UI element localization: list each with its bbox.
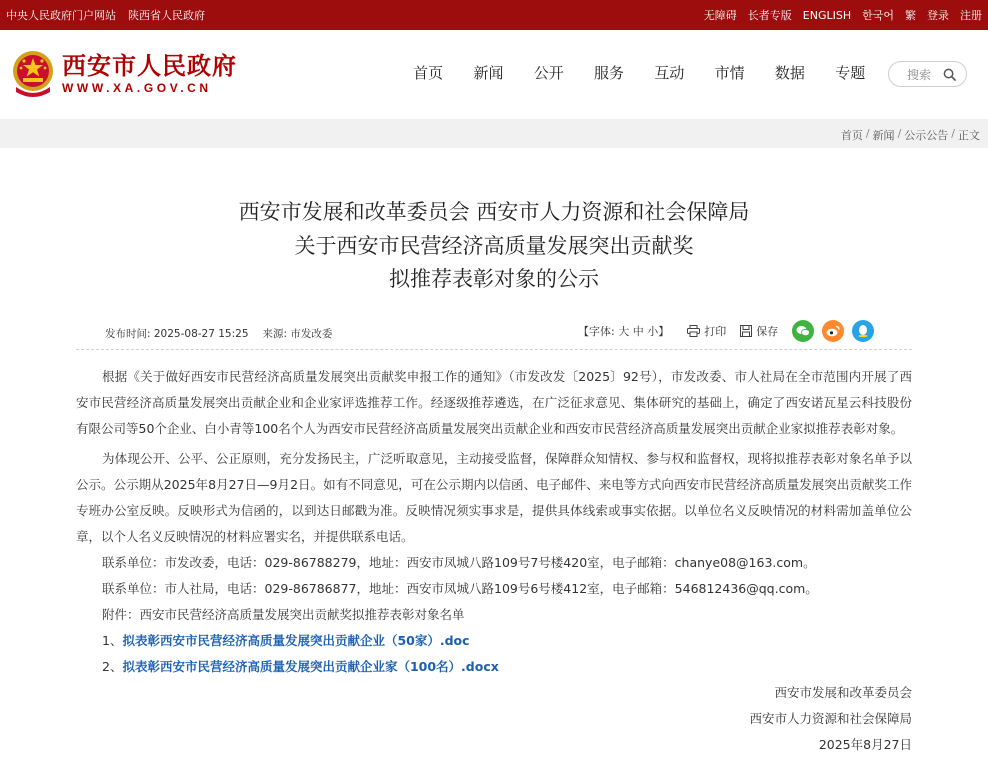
breadcrumb-current: 正文 [958,129,980,142]
search-placeholder: 搜索 [907,67,932,82]
title-line-1: 西安市发展和改革委员会 西安市人力资源和社会保障局 [238,200,750,224]
title-line-3: 拟推荐表彰对象的公示 [389,267,599,291]
national-emblem-icon [10,49,56,99]
paragraph-1: 根据《关于做好西安市民营经济高质量发展突出贡献奖申报工作的通知》（市发改发〔2025〕92号），市发改委、市人社局在全市范围内开展了西安市民营经济高质量发展突出贡献企业和企业家评选推荐工作。经逐级推荐遴选，在广泛征求意见、集体研究的基础上，确定了西安诺瓦星云科技股份有限公司等50个企业、白小青等100名个人为西安市民营经济高质量发展突出贡献企业和西安市民营经济高质量发展突出贡献企业家拟推荐表彰对象。 [76,369,912,436]
nav-services[interactable]: 服务 [594,64,625,82]
link-shaanxi-gov[interactable]: 陕西省人民政府 [128,9,205,22]
breadcrumb-home[interactable]: 首页 [840,129,863,142]
article-body [76,364,912,758]
nav-home[interactable]: 首页 [413,64,444,82]
nav-interaction[interactable]: 互动 [654,64,685,82]
font-size-switcher[interactable]: 【字体: 大 中 小】 [578,325,670,338]
signature-hrss: 西安市人力资源和社会保障局 [749,711,912,726]
wechat-share-icon[interactable] [792,320,814,342]
top-bar-right [704,0,982,30]
site-domain: WWW.XA.GOV.CN [62,81,212,95]
site-logo[interactable] [10,49,237,99]
link-english[interactable]: ENGLISH [802,8,852,22]
breadcrumb-separator: / [897,127,902,140]
link-elderly-version[interactable]: 长者专版 [747,9,792,22]
top-bar [0,0,988,30]
article-source: 来源: 市发改委 [262,328,333,340]
logo-text [62,52,237,96]
breadcrumb-separator: / [865,127,870,140]
article-title [80,196,908,297]
main-nav [398,62,880,84]
breadcrumb-news[interactable]: 新闻 [872,129,895,142]
breadcrumb [841,127,980,143]
nav-city-info[interactable]: 市情 [714,64,745,82]
link-login[interactable]: 登录 [927,9,949,22]
print-button[interactable] [687,323,726,339]
contact-1: 联系单位：市发改委，电话：029-86788279，地址：西安市凤城八路109号7号楼420室，电子邮箱：chanye08@163.com。 [102,555,816,570]
attachment-item [76,654,912,680]
link-central-gov[interactable]: 中央人民政府门户网站 [6,9,116,22]
attachment-number: 1、 [102,633,123,648]
nav-data[interactable]: 数据 [774,64,805,82]
breadcrumb-separator: / [951,127,955,140]
article-panel [0,148,988,782]
print-label: 打印 [704,325,727,338]
printer-icon [687,325,700,337]
signature-ndrc: 西安市发展和改革委员会 [774,685,912,700]
save-label: 保存 [756,325,779,338]
attachment-link-1[interactable]: 拟表彰西安市民营经济高质量发展突出贡献企业（50家）.doc [122,633,470,648]
site-header [0,30,988,119]
signature-block [76,680,912,758]
link-korean[interactable]: 한국어 [862,9,894,22]
search-icon[interactable] [943,68,956,81]
site-name: 西安市人民政府 [62,52,237,80]
link-accessibility[interactable]: 无障碍 [703,9,737,22]
weibo-share-icon[interactable] [822,320,844,342]
contact-2: 联系单位：市人社局，电话：029-86786877，地址：西安市凤城八路109号6号楼412室，电子邮箱：546812436@qq.com。 [102,581,818,596]
paragraph-2: 为体现公开、公平、公正原则，充分发扬民主，广泛听取意见，主动接受监督，保障群众知情权、参与权和监督权，现将拟推荐表彰对象名单予以公示。公示期从2025年8月27日—9月2日。如有不同意见，可在公示期内以信函、电子邮件、来电等方式向西安市民营经济高质量发展突出贡献奖工作专班办公室反映。反映形式为信函的，以到达日邮戳为准。反映情况须实事求是，提供具体线索或事实依据。以单位名义反映情况的材料需加盖单位公章，以个人名义反映情况的材料应署实名，并提供联系电话。 [76,451,912,544]
nav-disclosure[interactable]: 公开 [533,64,564,82]
attachment-number: 2、 [102,659,123,674]
article-meta [105,326,332,341]
attachment-link-2[interactable]: 拟表彰西安市民营经济高质量发展突出贡献企业家（100名）.docx [122,659,499,674]
top-bar-left [6,0,205,30]
publish-time: 发布时间: 2025-08-27 15:25 [105,328,249,340]
breadcrumb-bar [0,119,988,148]
attachment-item [76,628,912,654]
link-traditional-chinese[interactable]: 繁 [905,9,916,22]
qq-share-icon[interactable] [852,320,874,342]
attachment-label: 附件：西安市民营经济高质量发展突出贡献奖拟推荐表彰对象名单 [102,607,465,622]
article-tools [578,320,882,342]
link-register[interactable]: 注册 [960,9,982,22]
save-icon [740,325,752,337]
save-button[interactable] [740,323,778,339]
breadcrumb-notices[interactable]: 公示公告 [904,129,949,142]
nav-topics[interactable]: 专题 [835,64,866,82]
nav-news[interactable]: 新闻 [473,64,504,82]
signature-date: 2025年8月27日 [818,737,912,752]
title-line-2: 关于西安市民营经济高质量发展突出贡献奖 [294,233,694,258]
search-box[interactable] [888,61,967,87]
meta-divider [76,349,912,350]
